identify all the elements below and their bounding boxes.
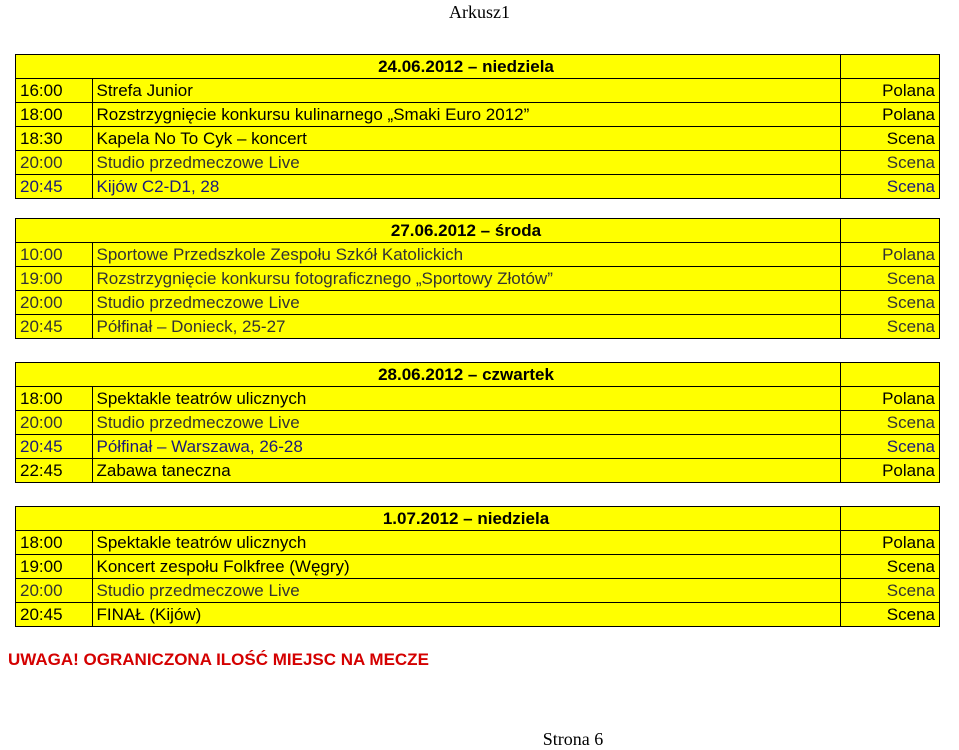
day-header-row [16,363,940,387]
table-row [16,103,940,127]
event-time: 20:00 [16,151,93,175]
table-row [16,79,940,103]
event-place: Scena [841,267,940,291]
day-date: 1.07.2012 – niedziela [92,507,841,531]
day-table [15,362,940,483]
event-time: 20:45 [16,315,93,339]
day-header-place [841,219,940,243]
event-name: Sportowe Przedszkole Zespołu Szkół Katolickich [92,243,841,267]
event-name: Studio przedmeczowe Live [92,291,841,315]
event-place: Polana [841,459,940,483]
day-header-spacer [16,363,93,387]
table-row [16,243,940,267]
table-row [16,555,940,579]
event-name: Studio przedmeczowe Live [92,579,841,603]
event-time: 18:30 [16,127,93,151]
event-name: Rozstrzygnięcie konkursu kulinarnego „Smaki Euro 2012” [92,103,841,127]
sheet-title: Arkusz1 [449,2,510,22]
event-name: FINAŁ (Kijów) [92,603,841,627]
event-name: Koncert zespołu Folkfree (Węgry) [92,555,841,579]
event-place: Scena [841,175,940,199]
event-name: Zabawa taneczna [92,459,841,483]
event-place: Polana [841,387,940,411]
day-header-row [16,219,940,243]
event-place: Scena [841,411,940,435]
page-footer: Strona 6 [542,729,604,749]
event-name: Strefa Junior [92,79,841,103]
event-place: Scena [841,291,940,315]
event-time: 19:00 [16,267,93,291]
event-time: 22:45 [16,459,93,483]
table-row [16,267,940,291]
event-place: Scena [841,603,940,627]
day-table [15,218,940,339]
event-name: Spektakle teatrów ulicznych [92,387,841,411]
day-table [15,54,940,199]
event-time: 19:00 [16,555,93,579]
event-place: Scena [841,151,940,175]
event-place: Polana [841,103,940,127]
event-name: Rozstrzygnięcie konkursu fotograficznego „Sportowy Złotów” [92,267,841,291]
table-row [16,459,940,483]
day-header-place [841,507,940,531]
event-place: Polana [841,243,940,267]
event-time: 18:00 [16,387,93,411]
event-time: 20:45 [16,603,93,627]
table-row [16,175,940,199]
event-name: Kijów C2-D1, 28 [92,175,841,199]
event-time: 20:45 [16,175,93,199]
event-name: Studio przedmeczowe Live [92,151,841,175]
event-time: 20:45 [16,435,93,459]
day-date: 28.06.2012 – czwartek [92,363,841,387]
event-place: Scena [841,555,940,579]
table-row [16,387,940,411]
table-row [16,603,940,627]
day-header-spacer [16,55,93,79]
event-time: 18:00 [16,103,93,127]
event-place: Scena [841,579,940,603]
event-place: Scena [841,435,940,459]
warning-text: UWAGA! OGRANICZONA ILOŚĆ MIEJSC NA MECZE [8,650,429,669]
event-time: 20:00 [16,579,93,603]
day-header-row [16,507,940,531]
day-table [15,506,940,627]
day-header-place [841,363,940,387]
event-time: 10:00 [16,243,93,267]
table-row [16,579,940,603]
event-time: 20:00 [16,411,93,435]
event-name: Studio przedmeczowe Live [92,411,841,435]
event-place: Polana [841,79,940,103]
day-header-spacer [16,219,93,243]
day-header-place [841,55,940,79]
event-place: Scena [841,127,940,151]
day-date: 27.06.2012 – środa [92,219,841,243]
event-time: 16:00 [16,79,93,103]
event-name: Spektakle teatrów ulicznych [92,531,841,555]
table-row [16,315,940,339]
day-date: 24.06.2012 – niedziela [92,55,841,79]
event-name: Półfinał – Warszawa, 26-28 [92,435,841,459]
table-row [16,435,940,459]
table-row [16,411,940,435]
event-time: 18:00 [16,531,93,555]
event-name: Półfinał – Donieck, 25-27 [92,315,841,339]
table-row [16,151,940,175]
event-place: Polana [841,531,940,555]
table-row [16,291,940,315]
table-row [16,127,940,151]
event-place: Scena [841,315,940,339]
table-row [16,531,940,555]
day-header-row [16,55,940,79]
day-header-spacer [16,507,93,531]
event-time: 20:00 [16,291,93,315]
event-name: Kapela No To Cyk – koncert [92,127,841,151]
